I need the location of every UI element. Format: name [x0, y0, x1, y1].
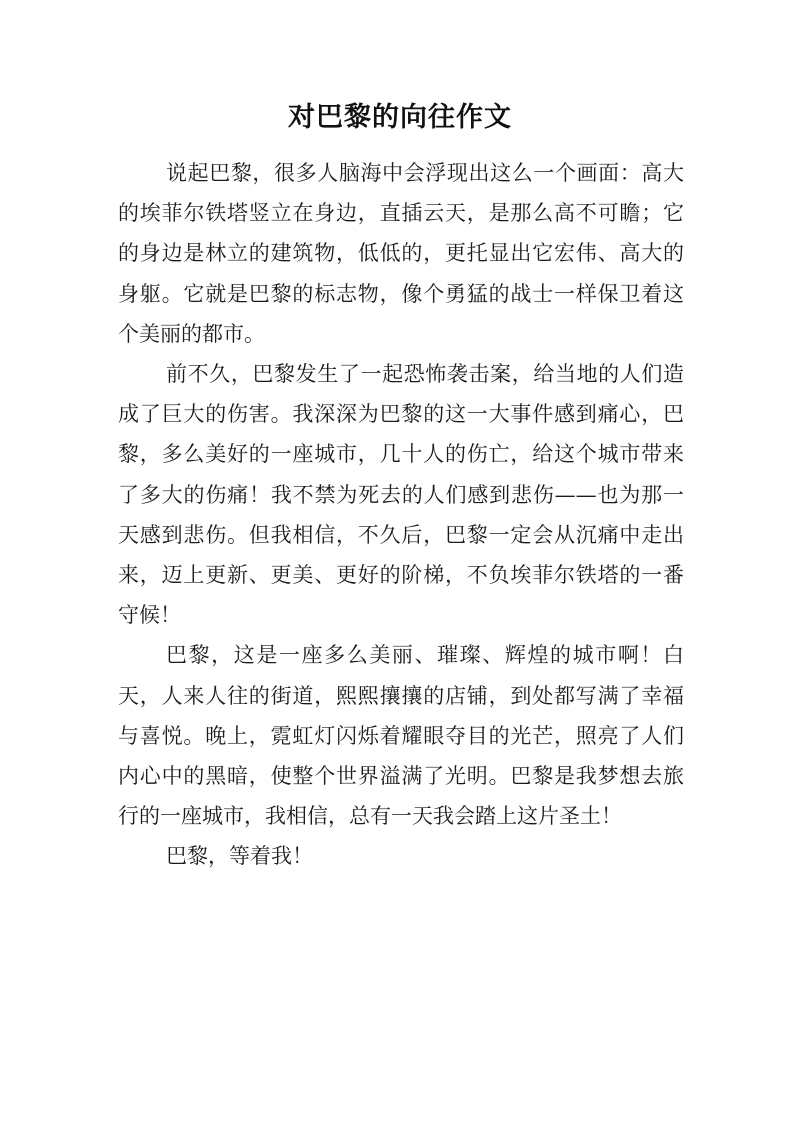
paragraph-3: 巴黎，这是一座多么美丽、璀璨、辉煌的城市啊！白天，人来人往的街道，熙熙攘攘的店铺，到处都写满了幸福与喜悦。晚上，霓虹灯闪烁着耀眼夺目的光芒，照亮了人们内心中的黑暗，使整个世界溢满了光明。巴黎是我梦想去旅行的一座城市，我相信，总有一天我会踏上这片圣土！	[118, 643, 684, 829]
paragraph-1: 说起巴黎，很多人脑海中会浮现出这么一个画面：高大的埃菲尔铁塔竖立在身边，直插云天，是那么高不可瞻；它的身边是林立的建筑物，低低的，更托显出它宏伟、高大的身躯。它就是巴黎的标志物，像个勇猛的战士一样保卫着这个美丽的都市。	[118, 161, 684, 346]
document-body	[118, 153, 684, 877]
paragraph-2: 前不久，巴黎发生了一起恐怖袭击案，给当地的人们造成了巨大的伤害。我深深为巴黎的这一大事件感到痛心，巴黎，多么美好的一座城市，几十人的伤亡，给这个城市带来了多大的伤痛！我不禁为死去的人们感到悲伤——也为那一天感到悲伤。但我相信，不久后，巴黎一定会从沉痛中走出来，迈上更新、更美、更好的阶梯，不负埃菲尔铁塔的一番守候！	[118, 362, 684, 628]
document-title: 对巴黎的向往作文	[288, 102, 512, 133]
paragraph-4: 巴黎，等着我！	[166, 844, 313, 869]
